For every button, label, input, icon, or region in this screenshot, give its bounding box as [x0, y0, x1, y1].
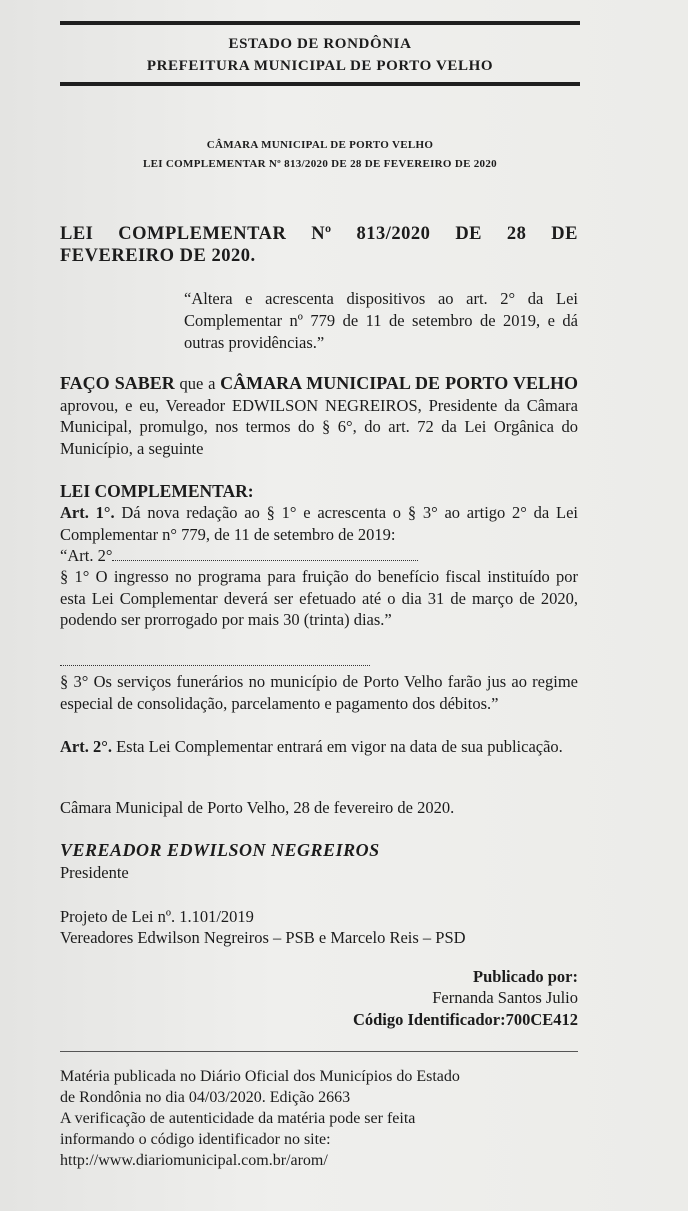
identifier-code: [240, 1009, 578, 1031]
header-bottom-rule: [60, 82, 580, 86]
paragraph-1: § 1° O ingresso no programa para fruição do benefício fiscal instituído por esta Lei Complementar deverá ser efetuado até o dia 31 de março de 2020, podendo ser prorrogado por mais 30 (trinta) dias.”: [60, 567, 578, 629]
paragraph-3: § 3° Os serviços funerários no município de Porto Velho farão jus ao regime especial de consolidação, parcelamento e pagamento dos débitos.”: [60, 672, 578, 713]
law-intro-paragraph: [60, 373, 578, 459]
intro-text-2: aprovou, e eu, Vereador EDWILSON NEGREIROS, Presidente da Câmara Municipal, promulgo, nos termos do § 6°, do art. 72 da Lei Orgânica do Município, a seguinte: [60, 395, 578, 458]
published-by-label: Publicado por:: [473, 967, 578, 986]
section-heading: LEI COMPLEMENTAR:: [60, 481, 254, 501]
signature-name: VEREADOR EDWILSON NEGREIROS: [60, 840, 380, 860]
article-1-text: Dá nova redação ao § 1° e acrescenta o § 3° ao artigo 2° da Lei Complementar n° 779, de 11 de setembro de 2019:: [60, 503, 578, 544]
article-1: [60, 502, 578, 545]
article-2-text: Esta Lei Complementar entrará em vigor na data de sua publicação.: [111, 737, 563, 756]
project-line-1: Projeto de Lei nº. 1.101/2019: [60, 907, 254, 926]
identifier-code-label: Código Identificador:: [352, 1010, 506, 1029]
law-title: LEI COMPLEMENTAR Nº 813/2020 DE 28 DE FEVEREIRO DE 2020.: [60, 224, 578, 266]
intro-bold-camara: CÂMARA MUNICIPAL DE PORTO VELHO: [220, 373, 578, 393]
header-top-rule: [60, 21, 580, 25]
identifier-code-value: 700CE412: [505, 1010, 578, 1029]
law-ementa: “Altera e acrescenta dispositivos ao art. 2° da Lei Complementar nº 779 de 11 de setembro de 2019, e dá outras providências.”: [184, 289, 578, 352]
omitted-text-dots: [60, 653, 370, 666]
publisher-name: Fernanda Santos Julio: [432, 988, 578, 1007]
footer-line-1: Matéria publicada no Diário Oficial dos Municípios do Estado: [60, 1068, 460, 1085]
footer-rule: [60, 1051, 578, 1052]
intro-text-1: que a: [174, 374, 221, 393]
subheader-lei-ref: LEI COMPLEMENTAR Nº 813/2020 DE 28 DE FEVEREIRO DE 2020: [143, 158, 497, 170]
subheader-camara: CÂMARA MUNICIPAL DE PORTO VELHO: [206, 139, 434, 151]
header-prefeitura: PREFEITURA MUNICIPAL DE PORTO VELHO: [146, 58, 494, 74]
intro-bold-faco-saber: FAÇO SABER: [60, 373, 175, 393]
project-line-2: Vereadores Edwilson Negreiros – PSB e Marcelo Reis – PSD: [60, 928, 466, 947]
footer-line-4: informando o código identificador no site:: [60, 1131, 331, 1148]
article-2: [60, 736, 578, 758]
header-state: ESTADO DE RONDÔNIA: [228, 36, 412, 52]
article-2-quote-line: [60, 545, 578, 567]
ellipsis-dotted-line: [60, 650, 578, 672]
place-date: Câmara Municipal de Porto Velho, 28 de fevereiro de 2020.: [60, 798, 455, 817]
footer-line-3: A verificação de autenticidade da matéria pode ser feita: [60, 1110, 416, 1127]
footer-url: http://www.diariomunicipal.com.br/arom/: [60, 1152, 328, 1169]
signature-role: Presidente: [60, 863, 129, 882]
article-1-label: Art. 1°.: [60, 503, 115, 522]
footer-note: [60, 1066, 578, 1171]
article-2-label: Art. 2°.: [60, 737, 112, 756]
footer-line-2: de Rondônia no dia 04/03/2020. Edição 2663: [60, 1089, 351, 1106]
article-2-quote-label: “Art. 2°: [60, 546, 113, 565]
article-2-dotted-line: [112, 549, 418, 561]
